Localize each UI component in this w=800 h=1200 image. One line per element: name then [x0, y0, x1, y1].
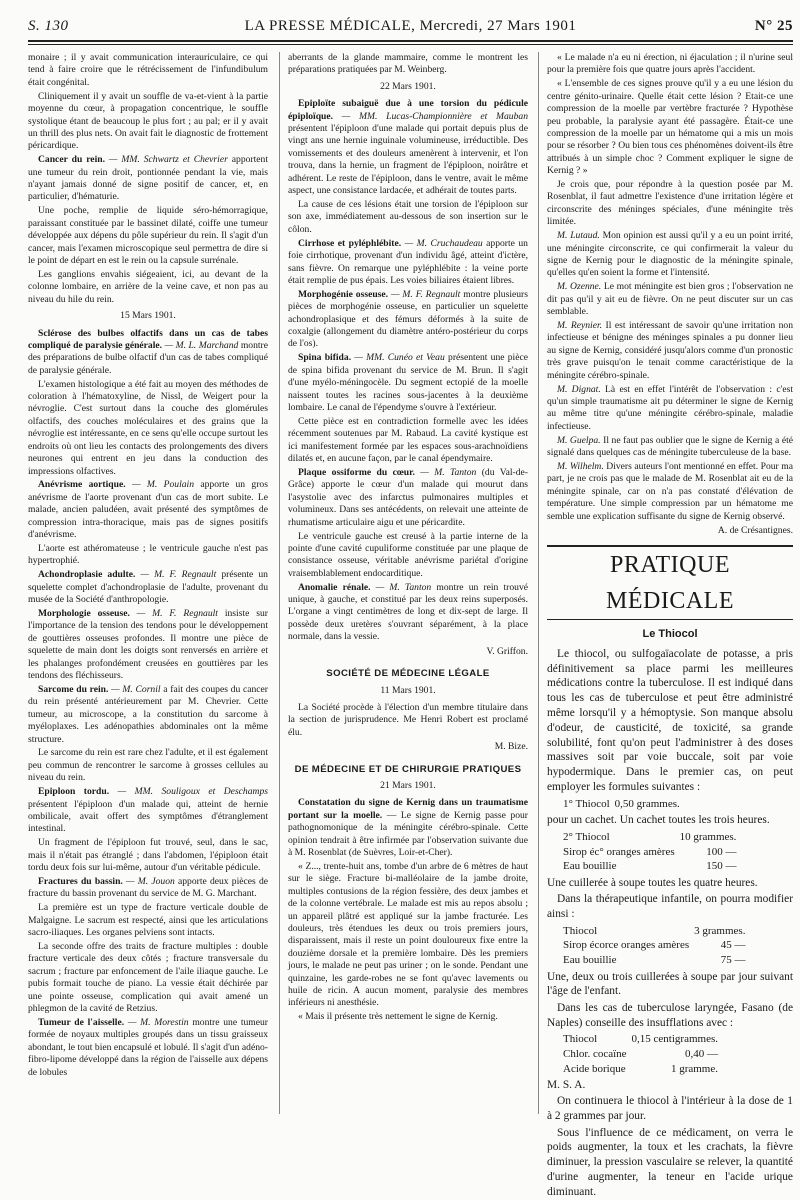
discussion-dignat: [547, 384, 793, 434]
report-kernig: [288, 797, 528, 859]
formula-2: [563, 830, 741, 874]
report-text: montre un rein trouvé unique, à gauche, et constitué par les deux reins superposés. L'organe a vingt centimètres de long et dix-sept de large. Il possède deux uretères s'ouvrant séparément, à la place normale, dans la vessie.: [288, 581, 529, 643]
speaker-text: Le mot méningite est bien gros ; l'observation ne dit pas qu'il y ait eu de fièvre. On ne peut discuter sur un cas semblable.: [547, 281, 794, 318]
header-rule: [28, 40, 793, 45]
report-authors: — M. Jouon: [126, 876, 175, 887]
report-authors: — M. Cornil: [111, 683, 161, 695]
formula-label: Chlor. cocaïne: [563, 1047, 627, 1060]
paragraph: « Z..., trente-huit ans, tombe d'un arbre de 6 mètres de haut sur le siège. Fracture bi-malléolaire de la jambe droite, multiples contusions de la région fessière, des deux jambes et de la colonne vertébrale. Le malade est mis au repos absolu ; un appareil plâtré est appliqué sur la jambe fracturée. Les douleurs, très étendues les deux ou trois premiers jours, disparaissent, mais il reste un point douloureux fixe entre la douzième dorsale et la première lombaire. Dès les premiers jours, le malade ne peut pas uriner ; on le sonde. Pendant une quinzaine, les garde-robes ne se font qu'avec lavements ou huile de ricin. A aucun moment, paralysie des membres inférieurs ni anesthésie.: [288, 860, 528, 1009]
article-body: [547, 647, 793, 1200]
paragraph: Cliniquement il y avait un souffle de va-et-vient à la partie moyenne du cœur, à propagation concentrique, le souffle systolique étant de beaucoup le plus fort ; au pal; er il y avait un thrill des plus nets. On avait fait le diagnostic de frottement péricardique.: [28, 90, 268, 152]
report-authors: — MM. Souligoux et Deschamps: [117, 786, 268, 798]
formula-1: [563, 797, 685, 812]
formula-qty: 3 grammes.: [694, 924, 746, 937]
report-title: Sclérose des bulbes olfactifs dans un cas de tabes compliqué de paralysie générale.: [28, 327, 268, 351]
paragraph: La Société procède à l'élection d'un membre titulaire dans la section de jurisprudence. Me Henri Robert est proclamé élu.: [288, 701, 528, 738]
speaker-name: M. Wilhelm.: [557, 461, 604, 472]
signature: A. de Crésantignes.: [717, 525, 793, 537]
report-text: apportent une tumeur du rein droit, pontionnée pendant la vie, mais n'ayant jamais donné de signe positif de cancer, et, en particulier, d'hématurie.: [28, 154, 269, 203]
section-banner-pratique: PRATIQUE MÉDICALE: [547, 545, 793, 620]
speaker-name: M. Guelpa.: [557, 434, 601, 446]
report-text: — Le signe de Kernig passe pour pathognomonique de la méningite cérébro-spinale. Cette opinion tendrait à être infirmée par l'observation suivante due à M. Rosenblat (de Suèvres, Loir-et-Cher).: [288, 809, 528, 858]
formula-label: 2° Thiocol: [563, 831, 610, 844]
report-title: Achondroplasie adulte.: [38, 569, 136, 581]
speaker-name: M. Dignat.: [557, 383, 601, 395]
paragraph: La première est un type de fracture verticale double de Malgaigne. Le sacrum est respecté, ainsi que les articulations sacro-iliaques. Les organes pelviens sont intacts.: [28, 902, 268, 939]
paragraph: « Mais il présente très nettement le signe de Kernig.: [298, 1011, 498, 1023]
formula-qty: 75 —: [720, 954, 746, 967]
paragraph: Je crois que, pour répondre à la question posée par M. Rosenblat, il faut admettre l'existence d'une irritation légère et circonscrite des méninges spéciales, d'une méningite très limitée.: [547, 179, 793, 228]
paragraph: Le ventricule gauche est creusé à la partie interne de la pointe d'une cavité cupuliforme constituée par une plaque de consistance osseuse, véritable anévrisme pariétal d'origine vraisemblablement endocarditique.: [288, 530, 528, 579]
report-text: présentent l'épiploon d'une malade qui portait depuis plus de vingt ans une hernie inguinale volumineuse, irréductible. Des vomissements et des douleurs amenèrent à intervenir, et l'on trouva, dans la hernie, un fragment de l'épiploon, noirâtre et adhérent. Le reste de l'épiploon, dans le ventre, avait le même aspect, une consistance lardacée, et adhérait de toutes parts.: [288, 123, 528, 197]
report-title: Morphogénie osseuse.: [298, 288, 389, 300]
report-epiploite: [288, 98, 528, 197]
report-plaque-ossiforme: [288, 467, 528, 529]
report-morphologie: [28, 608, 268, 682]
issue-number: N° 25: [754, 18, 793, 34]
paragraph: « L'ensemble de ces signes prouve qu'il y a eu une lésion du centre génito-urinaire. Quelle était cette lésion ? Etait-ce une compression de la moelle par vertèbre fracturée ? Hypothèse peu probable, la paralysie ayant été passagère. Était-ce une compression de la moelle par un hématome qui a mis un mois pour se résorber ? Ou bien tous ces phénomènes doivent-ils être attribués à un simple choc ? Comment expliquer le signe de Kernig ? »: [547, 78, 793, 177]
paragraph: L'aorte est athéromateuse ; le ventricule gauche n'est pas hypertrophié.: [28, 542, 268, 567]
report-epiploon: [28, 786, 268, 836]
formula-label: Eau bouillie: [563, 860, 617, 873]
formula-qty: 0,50 grammes.: [614, 797, 680, 810]
report-text: a fait des coupes du cancer du rein présenté antérieurement par M. Chevrier. Cette tumeur, au microscope, a la constitution du sarcome à myéloplaxes. Les adénopathies abdominales ont la même structure.: [28, 683, 269, 745]
report-title: Anévrisme aortique.: [38, 479, 126, 491]
speaker-text: Il est intéressant de savoir qu'une irritation non infectieuse et bénigne des méninges spinales a pu donner lieu au signe de Kernig, considéré jusqu'alors comme d'un pronostic très grave puisqu'on le tenait comme caractéristique de la méningite cérébro-spinale.: [547, 320, 793, 381]
formula-row: [563, 1047, 723, 1062]
formula-label: 1° Thiocol: [563, 797, 610, 810]
formula-row: [563, 797, 685, 812]
discussion-lutaud: [547, 230, 793, 280]
formula-3: [563, 924, 750, 968]
report-achondroplasie: [28, 569, 268, 606]
paragraph: Sous l'influence de ce médicament, on verra le poids augmenter, la toux et les crachats, la fièvre diminuer, la pression vasculaire se relever, la quantité d'urine augmenter, la teneur en l'acide urique diminuant.: [547, 1126, 793, 1198]
session-date: 11 Mars 1901.: [380, 684, 436, 696]
paragraph: L'examen histologique a été fait au moyen des méthodes de coloration à l'hématoxyline, de Nissl, de Weigert pour la névroglie. C'est surtout dans la couche des glomérules olfactifs, des couches moléculaires et des grains que la névroglie est intéressante, en ce sens qu'elle occupe surtout les endroits où ont lieu les contacts des prolongements des divers neurones qui entrent en jeu dans la conduction des impressions olfactives.: [28, 378, 268, 477]
report-title: Plaque ossiforme du cœur.: [298, 467, 415, 478]
report-tumeur: [28, 1017, 268, 1079]
report-title: Morphologie osseuse.: [38, 607, 130, 619]
report-text: montre des préparations de bulbe olfactif d'un cas de tabes compliqué de paralysie générale.: [28, 339, 268, 376]
journal-title: LA PRESSE MÉDICALE, Mercredi, 27 Mars 1901: [244, 18, 577, 34]
speaker-text: Mon opinion est aussi qu'il y a eu un point irrité, une méningite circonscrite, ce qui confirmerait la valeur du signe de Kernig pour le diagnostic de la méningite spinale, qu'elles qu'en soient la forme et l'intensité.: [547, 230, 793, 279]
formula-qty: 1 gramme.: [670, 1062, 718, 1075]
formula-qty: 0,40 —: [685, 1047, 718, 1060]
formula-note: M. S. A.: [547, 1079, 586, 1092]
paragraph: Le thiocol, ou sulfogaïacolate de potasse, a pris définitivement sa place parmi les meilleures médications contre la tuberculose. Il est indiqué dans tous les cas de tuberculose et peut être administré même lorsqu'il y a hémoptysie. Son manque absolu d'odeur, de causticité, de toxicité, sa grande solubilité, font qu'on peut l'administrer à des doses massives soit par voie buccale, soit par voie hypodermique. Dans le premier cas, on peut employer les formules suivantes :: [547, 647, 793, 794]
paragraph: Un fragment de l'épiploon fut trouvé, seul, dans le sac, mais il n'était pas étranglé ; dans l'abdomen, l'épiploon était tordu deux fois sur lui-même, autour d'un véritable pédicule.: [28, 837, 268, 874]
signature: V. Griffon.: [486, 645, 528, 657]
report-fractures: [28, 876, 268, 901]
formula-qty: 10 grammes.: [679, 831, 737, 844]
page-number: S. 130: [28, 18, 69, 34]
column-left: [28, 52, 268, 1114]
formula-row: [563, 1062, 723, 1077]
report-authors: — M. F. Regnault: [390, 288, 461, 300]
report-authors: — M. Tanton: [375, 581, 432, 593]
session-date: 21 Mars 1901.: [380, 779, 436, 791]
formula-note: pour un cachet. Un cachet toutes les trois heures.: [547, 814, 770, 827]
formula-qty: 0,15 centigrammes.: [631, 1033, 718, 1046]
report-authors: — M. F. Regnault: [140, 569, 217, 581]
report-title: Cancer du rein.: [38, 154, 105, 166]
report-text: (du Val-de-Grâce) apporte le cœur d'un malade qui mourut dans l'asystolie avec des infarctus pulmonaires multiples et volumineux. Dans ses antécédents, on relevait une atteinte de rhumatisme articulaire aigu et une péricardite.: [288, 467, 528, 528]
discussion-ozenne: [547, 281, 793, 318]
page-header: [28, 18, 793, 40]
speaker-text: Divers auteurs l'ont mentionné en effet. Pour ma part, je ne crois pas que le malade de M. Rosenblat ait eu de la méningite spinale, car on n'a pas constaté d'élévation de température. Une simple compression par un hématome me semble une explication suffisante du signe de Kernig observé.: [547, 461, 793, 522]
formula-label: Sirop écorce oranges amères: [563, 939, 690, 952]
formula-row: [563, 938, 750, 953]
formula-4: [563, 1032, 723, 1076]
report-title: Cirrhose et pyléphlébite.: [298, 237, 402, 249]
report-anomalie-renale: [288, 582, 528, 644]
section-title: DE MÉDECINE ET DE CHIRURGIE PRATIQUES: [294, 763, 522, 775]
report-spina-bifida: [288, 352, 528, 414]
report-title: Spina bifida.: [298, 352, 352, 364]
discussion-reynier: [547, 320, 793, 382]
paragraph: La seconde offre des traits de fracture multiples : double fracture verticale des deux côtés ; fracture transversale du sacrum ; fracture par enfoncement de l'aile iliaque gauche. Le pubis formait touche de piano. La vessie était déchirée par une pointe osseuse, complication qui avait amené un phlegmon de la cavité de Retzius.: [28, 941, 268, 1015]
report-morphogenie: [288, 289, 528, 351]
formula-label: Acide borique: [563, 1062, 626, 1075]
speaker-name: M. Lutaud.: [557, 230, 600, 242]
formula-qty: 45 —: [720, 939, 746, 952]
report-sclerose: [28, 328, 268, 378]
formula-row: [563, 1032, 723, 1047]
report-title: Anomalie rénale.: [298, 581, 371, 593]
report-text: apporte deux pièces de fracture du bassin provenant du service de M. G. Marchant.: [28, 876, 269, 900]
report-authors: — M. Tanton: [420, 467, 477, 478]
column-middle: [288, 52, 528, 1114]
report-authors: — M. L. Marchand: [164, 339, 239, 351]
paragraph: Les ganglions envahis siégeaient, ici, au devant de la colonne lombaire, en arrière de la veine cave, et non pas au niveau du hile du rein.: [28, 268, 268, 305]
paragraph: monaire ; il y avait communication interauriculaire, ce qui tend à faire croire que le rétrécissement de l'infundibulum était congénital.: [28, 52, 268, 88]
report-title: Sarcome du rein.: [38, 683, 109, 695]
paragraph: Une poche, remplie de liquide séro-hémorragique, paraissant constituée par le bassinet dilaté, coiffe une tumeur développée aux dépens du pôle supérieur du rein. Il s'agit d'un cancer, mais l'examen microscopique seul permettra de dire si le point de départ en est le rein ou la capsule surrénale.: [28, 205, 268, 266]
formula-label: Eau bouillie: [563, 954, 617, 967]
report-title: Epiploon tordu.: [38, 786, 110, 798]
formula-row: [563, 924, 750, 939]
report-title: Epiploïte subaiguë due à une torsion du pédicule épiploïque.: [288, 98, 528, 122]
discussion-wilhelm: [547, 461, 793, 523]
formula-note: Une, deux ou trois cuillerées à soupe par jour suivant l'âge de l'enfant.: [547, 970, 793, 998]
report-text: présentent une pièce de spina bifida provenant du service de M. Brun. Il s'agit d'une myélo-méningocèle. Du segment ectopié de la moelle naissent toutes les racines sous-jacentes à la deuxième lombaire. Le canal de l'épendyme s'ouvre à l'extérieur.: [288, 352, 528, 413]
report-text: apporte un foie cirrhotique, provenant d'un individu âgé, atteint d'ictère, sans fièvre. On remarque une pyléphlébite : la veine porte était remplie de pus épais. Les voies biliaires étaient libres.: [288, 237, 528, 286]
formula-qty: 100 —: [706, 845, 737, 858]
report-authors: — M. Poulain: [131, 479, 194, 491]
paragraph: Le sarcome du rein est rare chez l'adulte, et il est également peu commun de rencontrer le sarcome à grosses cellules au niveau du rein.: [28, 747, 268, 784]
session-date: 22 Mars 1901.: [380, 80, 436, 92]
signature: M. Bize.: [494, 741, 528, 753]
formula-row: [563, 845, 741, 860]
formula-row: [563, 830, 741, 845]
report-text: présente un squelette complet d'achondroplasie de l'adulte, provenant du musée de la Société d'anthropologie.: [28, 569, 268, 606]
formula-row: [563, 859, 741, 874]
report-authors: — M. Morestin: [127, 1016, 189, 1028]
column-divider: [279, 52, 280, 1114]
report-text: montre une tumeur formée de noyaux multiples groupés dans un tissu graisseux abondant, le tout bien encapsulé et lobulé. Il s'agit d'un adéno-fibro-lipome développé dans la région de l'aisselle aux dépens de lobules: [28, 1016, 268, 1078]
paragraph: « Le malade n'a eu ni érection, ni éjaculation ; il n'urine seul pour la première fois que quatre jours après l'accident.: [547, 52, 793, 76]
report-anevrisme: [28, 479, 268, 541]
paragraph: Dans la thérapeutique infantile, on pourra modifier ainsi :: [547, 893, 793, 921]
report-text: insiste sur l'importance de la tension des tendons pour le développement de gouttières osseuses profondes. Il montre une pièce de squelette de main dont les doigts sont renversés en arrière et les phalanges profondément creusées en gouttières par les tendons des fléchisseurs.: [28, 607, 268, 681]
report-title: Fractures du bassin.: [38, 876, 123, 887]
speaker-name: M. Ozenne.: [557, 281, 602, 293]
formula-row: [563, 953, 750, 968]
paragraph: On continuera le thiocol à l'intérieur à la dose de 1 à 2 grammes par jour.: [547, 1095, 793, 1123]
formula-label: Thiocol: [563, 1033, 598, 1046]
formula-note: Une cuillerée à soupe toutes les quatre heures.: [547, 876, 758, 889]
article-title: Le Thiocol: [642, 628, 698, 641]
formula-qty: 150 —: [706, 860, 737, 873]
report-text: apporte un gros anévrisme de l'aorte provenant d'un cas de mort subite. Le malade, ancien paludéen, avait présenté des symptômes de compression intra-thoracique, mais pas de signes positifs d'anévrisme.: [28, 479, 268, 541]
speaker-text: Il ne faut pas oublier que le signe de Kernig a été signalé dans quelques cas de méningite tuberculeuse de la base.: [547, 434, 793, 459]
report-text: montre plusieurs pièces de morphogénie osseuse, en particulier un squelette achondroplasique et des fémurs déformés à la suite de coxalgie (allongement du diamètre antéro-postérieur du corps de l'os).: [288, 288, 528, 350]
section-title: SOCIÉTÉ DE MÉDECINE LÉGALE: [326, 668, 490, 680]
report-cirrhose: [288, 238, 528, 288]
report-authors: — M. Cruchaudeau: [404, 237, 483, 249]
speaker-text: Là est en effet l'intérêt de l'observation : c'est qu'un simple traumatisme ait pu déterminer le signe de Kernig au même titre qu'une méningite cérébro-spinale, maladie infectieuse.: [547, 383, 793, 432]
paragraph: La cause de ces lésions était une torsion de l'épiploon sur son axe, immédiatement au-dessous de son insertion sur le côlon.: [288, 198, 528, 235]
report-authors: — MM. Schwartz et Chevrier: [108, 154, 228, 166]
report-cancer-rein: [28, 154, 268, 204]
column-right: [547, 52, 794, 1198]
formula-label: Sirop éc° oranges amères: [563, 845, 675, 858]
report-authors: — MM. Lucas-Championnière et Mauban: [341, 110, 528, 122]
report-sarcome: [28, 684, 268, 746]
speaker-name: M. Reynier.: [557, 320, 603, 332]
formula-label: Thiocol: [563, 924, 598, 937]
paragraph: Cette pièce est en contradiction formelle avec les idées récemment soutenues par M. Rabaud. La cavité kystique est ici manifestement formée par les espaces sous-arachnoïdiens dilatés et, en aucune façon, par le canal épendymaire.: [288, 415, 528, 465]
session-date: 15 Mars 1901.: [120, 310, 176, 322]
report-title: Constatation du signe de Kernig dans un traumatisme portant sur la moelle.: [288, 797, 528, 821]
report-authors: — M. F. Regnault: [136, 607, 218, 619]
paragraph: aberrants de la glande mammaire, comme le montrent les préparations pratiquées par M. Weinberg.: [288, 52, 528, 76]
column-divider: [538, 52, 539, 1114]
discussion-guelpa: [547, 435, 793, 460]
paragraph: Dans les cas de tuberculose laryngée, Fasano (de Naples) conseille des insufflations avec :: [547, 1001, 793, 1029]
report-authors: — MM. Cunéo et Veau: [354, 352, 445, 364]
report-text: présentent l'épiploon d'un malade qui, atteint de hernie ombilicale, avait offert des symptômes d'étranglement intestinal.: [28, 798, 268, 835]
report-title: Tumeur de l'aisselle.: [38, 1016, 125, 1028]
